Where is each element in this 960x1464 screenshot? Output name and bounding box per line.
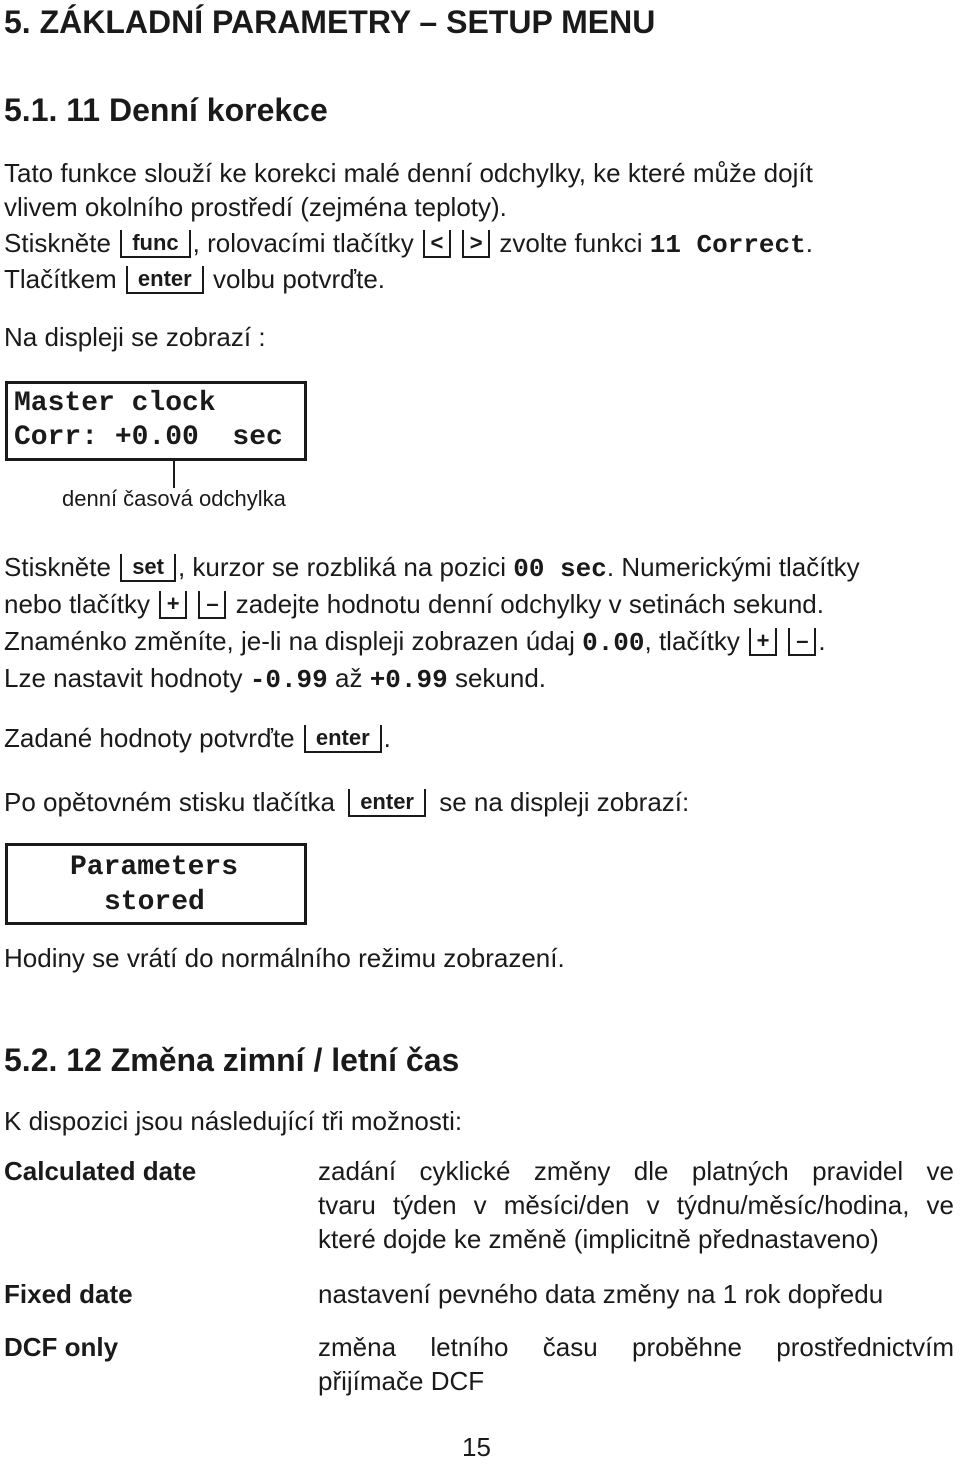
text: , rolovacími tlačítky [192,228,414,258]
description-line: tvaru týden v měsíci/den v týdnu/měsíc/hodina, ve [318,1190,954,1220]
options-intro: K dispozici jsou následující tři možnosti: [4,1106,463,1136]
text: , tlačítky [644,626,740,656]
minus-key: – [198,591,226,619]
text: Zadané hodnoty potvrďte [4,723,295,753]
option-description [318,1154,954,1256]
page-title: 5. ZÁKLADNÍ PARAMETRY – SETUP MENU [4,4,656,40]
text: volbu potvrďte. [212,264,386,294]
instruction-after-enter [4,785,689,819]
instruction-plus-minus [4,587,824,621]
return-normal-mode: Hodiny se vrátí do normálního režimu zobrazení. [4,943,565,973]
text: nebo tlačítky [4,589,150,619]
text: Po opětovném stisku tlačítka [4,787,335,817]
text: . [383,723,391,753]
section-heading-zimni-letni-cas: 5.2. 12 Změna zimní / letní čas [4,1042,460,1078]
display-line-1: Parameters [70,852,239,883]
display-line-2: stored [104,887,205,918]
text: zvolte funkci [499,228,643,258]
instruction-confirm-values [4,721,391,755]
text: , kurzor se rozbliká na pozici [177,552,507,582]
instruction-select-function [4,226,813,262]
callout-line [173,458,175,488]
text: Stiskněte [4,228,111,258]
instruction-sign [4,624,826,660]
description-line: změna letního času proběhne prostřednictvím [318,1332,954,1362]
description-line: zadání cyklické změny dle platných pravidel ve [318,1156,954,1186]
text: . [818,626,826,656]
display-line-2: Corr: +0.00 sec [14,422,283,453]
description-line: nastavení pevného data změny na 1 rok dopředu [318,1279,884,1309]
paragraph-line: vlivem okolního prostředí (zejména teploty). [4,192,507,222]
text: Stiskněte [4,552,111,582]
paragraph-line: Tato funkce slouží ke korekci malé denní odchylky, ke které může dojít [4,158,813,188]
func-key: func [120,230,190,258]
option-description [318,1277,954,1311]
plus-key: + [159,591,187,619]
text: Lze nastavit hodnoty [4,663,243,693]
set-key: set [120,554,176,582]
cursor-position-code: 00 sec [513,554,607,584]
text: se na displeji zobrazí: [439,787,690,817]
max-value-code: +0.99 [369,665,448,695]
page-number: 15 [462,1432,491,1462]
min-value-code: -0.99 [249,665,328,695]
display-box-correction [5,381,307,461]
text: . Numerickými tlačítky [606,552,860,582]
instruction-confirm [4,262,385,296]
left-arrow-key: < [423,230,451,258]
text: až [334,663,363,693]
enter-key: enter [126,266,204,294]
display-line-1: Master clock [14,388,216,419]
enter-key: enter [348,789,426,817]
option-description [318,1330,954,1398]
option-term: Fixed date [4,1279,133,1309]
text: sekund. [454,663,547,693]
text: Tlačítkem [4,264,117,294]
instruction-range [4,661,546,697]
right-arrow-key: > [462,230,490,258]
instruction-set [4,550,860,586]
text: . [805,228,813,258]
display-intro: Na displeji se zobrazí : [4,322,266,352]
callout-label: denní časová odchylka [62,486,286,511]
option-term: Calculated date [4,1156,197,1186]
description-line: které dojde ke změně (implicitně přednastaveno) [318,1224,879,1254]
enter-key: enter [304,725,382,753]
function-code: 11 Correct [649,230,806,260]
option-term: DCF only [4,1332,119,1362]
plus-key: + [749,628,777,656]
value-code: 0.00 [582,628,645,658]
description-line: přijímače DCF [318,1366,485,1396]
text: Znaménko změníte, je-li na displeji zobrazen údaj [4,626,575,656]
minus-key: – [788,628,816,656]
display-box-stored [5,843,307,925]
text: zadejte hodnotu denní odchylky v setinách sekund. [235,589,824,619]
section-heading-denni-korekce: 5.1. 11 Denní korekce [4,92,328,128]
